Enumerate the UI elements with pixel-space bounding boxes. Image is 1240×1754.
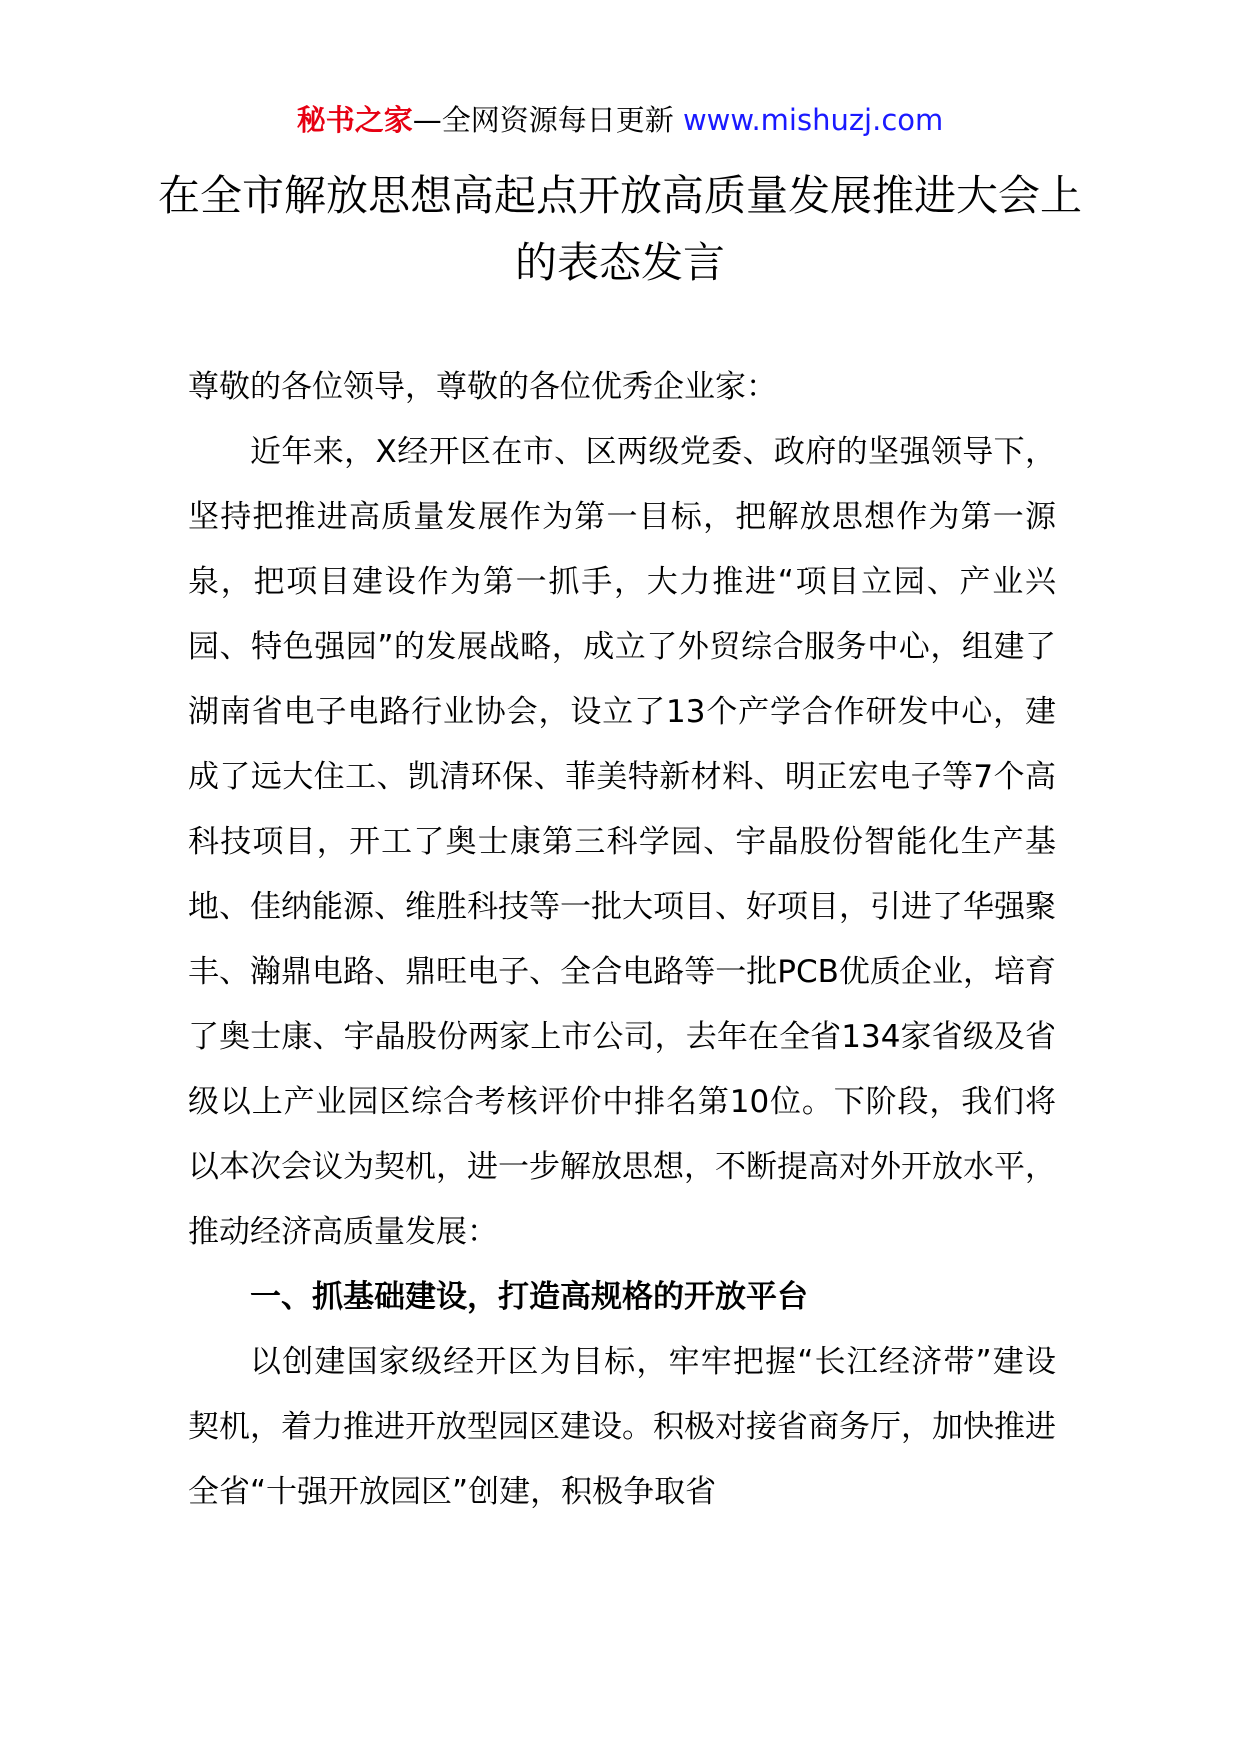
document-title: 在全市解放思想高起点开放高质量发展推进大会上的表态发言 bbox=[157, 171, 1082, 287]
site-url: www.mishuzj.com bbox=[682, 103, 944, 137]
paragraph: 近年来，X经开区在市、区两级党委、政府的坚强领导下，坚持把推进高质量发展作为第一目标，把解放思想作为第一源泉，把项目建设作为第一抓手，大力推进“项目立园、产业兴园、特色强园”的发展战略，成立了外贸综合服务中心，组建了湖南省电子电路行业协会，设立了13个产学合作研发中心，建成了远大住工、凯清环保、菲美特新材料、明正宏电子等7个高科技项目，开工了奥士康第三科学园、宇晶股份智能化生产基地、佳纳能源、维胜科技等一批大项目、好项目，引进了华强聚丰、瀚鼎电路、鼎旺电子、全合电路等一批PCB优质企业，培育了奥士康、宇晶股份两家上市公司，去年在全省134家省级及省级以上产业园区综合考核评价中排名第10位。下阶段，我们将以本次会议为契机，进一步解放思想，不断提高对外开放水平，推动经济高质量发展： bbox=[188, 434, 1056, 1250]
site-brand: 秘书之家 bbox=[296, 103, 413, 137]
site-header bbox=[0, 100, 1240, 140]
site-slogan: —全网资源每日更新 bbox=[412, 103, 683, 137]
section-heading: 一、抓基础建设，打造高规格的开放平台 bbox=[250, 1279, 808, 1315]
document-body bbox=[188, 355, 1056, 1525]
salutation: 尊敬的各位领导，尊敬的各位优秀企业家： bbox=[188, 369, 777, 405]
paragraph: 以创建国家级经开区为目标，牢牢把握“长江经济带”建设契机，着力推进开放型园区建设。积极对接省商务厅，加快推进全省“十强开放园区”创建，积极争取省 bbox=[188, 1344, 1056, 1510]
